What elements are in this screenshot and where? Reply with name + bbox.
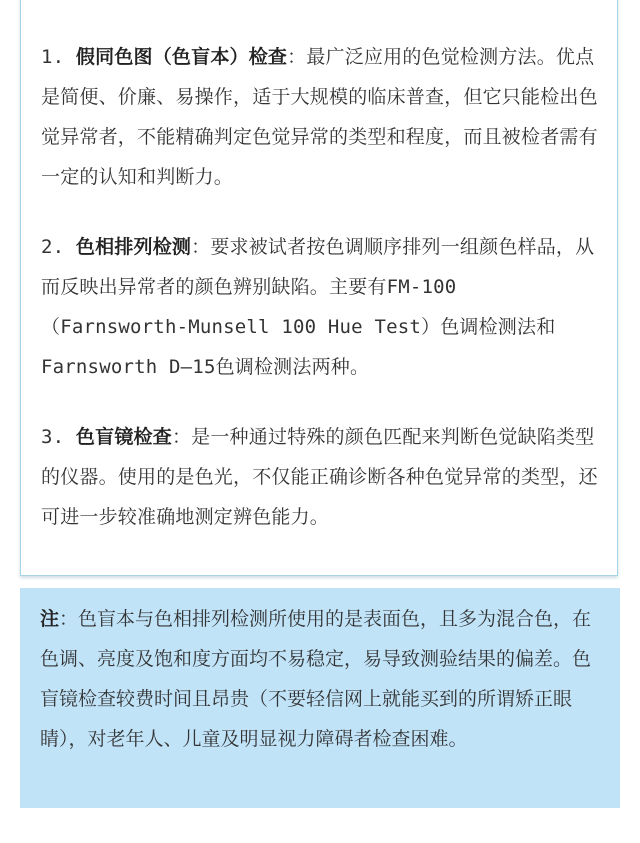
item-separator: ：: [171, 426, 192, 448]
item-body: 是一种通过特殊的颜色匹配来判断色觉缺陷类型的仪器。使用的是色光，不仅能正确诊断各种色觉异常的类型，还可进一步较准确地测定辨色能力。: [41, 426, 598, 528]
item-body: 最广泛应用的色觉检测方法。优点是简便、价廉、易操作，适于大规模的临床普查，但它只能检出色觉异常者，不能精确判定色觉异常的类型和程度，而且被检者需有一定的认知和判断力。: [41, 46, 598, 188]
item-number: 3.: [41, 426, 65, 448]
note-box: [20, 588, 620, 808]
item-body: 要求被试者按色调顺序排列一组颜色样品，从而反映出异常者的颜色辨别缺陷。主要有FM-100（Farnsworth-Munsell 100 Hue Test）色调检测法和Farnsworth D—15色调检测法两种。: [41, 236, 595, 378]
item-title: 色盲镜检查: [75, 426, 172, 448]
note-label: 注: [40, 608, 60, 630]
note-separator: ：: [59, 608, 79, 630]
item-number: 2.: [41, 236, 65, 258]
list-item: [41, 417, 601, 537]
content-card: [20, 0, 618, 576]
note-text: [40, 599, 600, 759]
item-separator: ：: [191, 236, 211, 258]
list-item: [41, 227, 601, 387]
item-separator: ：: [287, 46, 307, 68]
item-title: 色相排列检测: [75, 236, 192, 258]
item-number: 1.: [41, 46, 65, 68]
list-item: [41, 37, 601, 197]
note-body: 色盲本与色相排列检测所使用的是表面色，且多为混合色，在色调、亮度及饱和度方面均不易稳定，易导致测验结果的偏差。色盲镜检查较费时间且昂贵（不要轻信网上就能买到的所谓矫正眼睛），对老年人、儿童及明显视力障碍者检查困难。: [40, 608, 592, 750]
item-title: 假同色图（色盲本）检查: [75, 46, 288, 68]
